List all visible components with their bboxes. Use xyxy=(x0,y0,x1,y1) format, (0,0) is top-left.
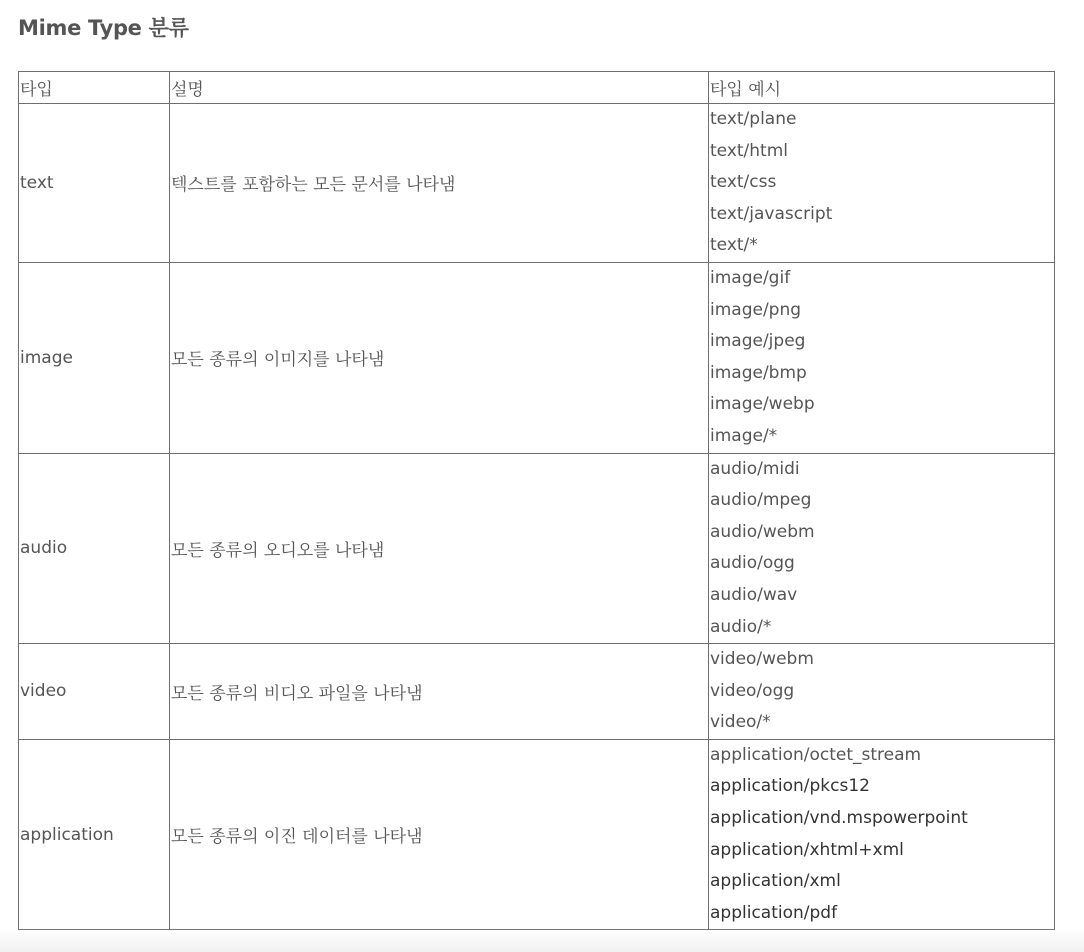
header-type: 타입 xyxy=(19,72,170,104)
examples-cell xyxy=(709,262,1055,453)
example-item: application/xml xyxy=(710,871,841,892)
example-item: application/pkcs12 xyxy=(710,776,870,797)
page-title: Mime Type 분류 xyxy=(18,16,189,40)
example-item: application/octet_stream xyxy=(710,744,922,765)
type-cell: text xyxy=(19,104,170,263)
description-cell: 모든 종류의 이진 데이터를 나타냄 xyxy=(170,739,709,930)
mime-type-table xyxy=(18,71,1055,930)
example-item: image/gif xyxy=(710,267,791,288)
table-row-text xyxy=(19,104,1055,263)
bottom-fade xyxy=(0,928,1084,952)
example-item: image/* xyxy=(710,425,778,446)
example-item: image/jpeg xyxy=(710,331,806,352)
example-item: application/pdf xyxy=(710,902,838,923)
example-item: video/webm xyxy=(710,649,814,670)
example-item: audio/midi xyxy=(710,458,800,479)
example-item: audio/* xyxy=(710,616,772,637)
table-row-video xyxy=(19,644,1055,740)
table-row-image xyxy=(19,262,1055,453)
example-item: text/plane xyxy=(710,109,797,129)
example-item: video/ogg xyxy=(710,680,795,701)
description-cell: 모든 종류의 이미지를 나타냄 xyxy=(170,262,709,453)
type-cell: video xyxy=(19,644,170,740)
header-description: 설명 xyxy=(170,72,709,104)
example-item: text/javascript xyxy=(710,203,833,224)
header-examples: 타입 예시 xyxy=(709,72,1055,104)
example-item: audio/ogg xyxy=(710,553,795,574)
example-item: image/bmp xyxy=(710,362,807,383)
table-header-row xyxy=(19,72,1055,104)
example-item: application/xhtml+xml xyxy=(710,839,904,860)
examples-cell xyxy=(709,644,1055,740)
type-cell: application xyxy=(19,739,170,930)
description-cell: 텍스트를 포함하는 모든 문서를 나타냄 xyxy=(170,104,709,263)
examples-cell xyxy=(709,104,1055,263)
example-item: text/css xyxy=(710,172,777,193)
example-item: video/* xyxy=(710,712,771,733)
example-item: audio/wav xyxy=(710,584,798,605)
examples-cell xyxy=(709,739,1055,930)
example-item: text/* xyxy=(710,235,758,256)
example-item: text/html xyxy=(710,140,789,161)
example-item: image/png xyxy=(710,299,802,320)
type-cell: image xyxy=(19,262,170,453)
examples-cell xyxy=(709,453,1055,644)
example-item: audio/webm xyxy=(710,521,815,542)
example-item: application/vnd.mspowerpoint xyxy=(710,808,968,829)
example-item: audio/mpeg xyxy=(710,490,812,511)
table-row-audio xyxy=(19,453,1055,644)
description-cell: 모든 종류의 오디오를 나타냄 xyxy=(170,453,709,644)
description-cell: 모든 종류의 비디오 파일을 나타냄 xyxy=(170,644,709,740)
example-item: image/webp xyxy=(710,394,815,415)
type-cell: audio xyxy=(19,453,170,644)
table-row-application xyxy=(19,739,1055,930)
